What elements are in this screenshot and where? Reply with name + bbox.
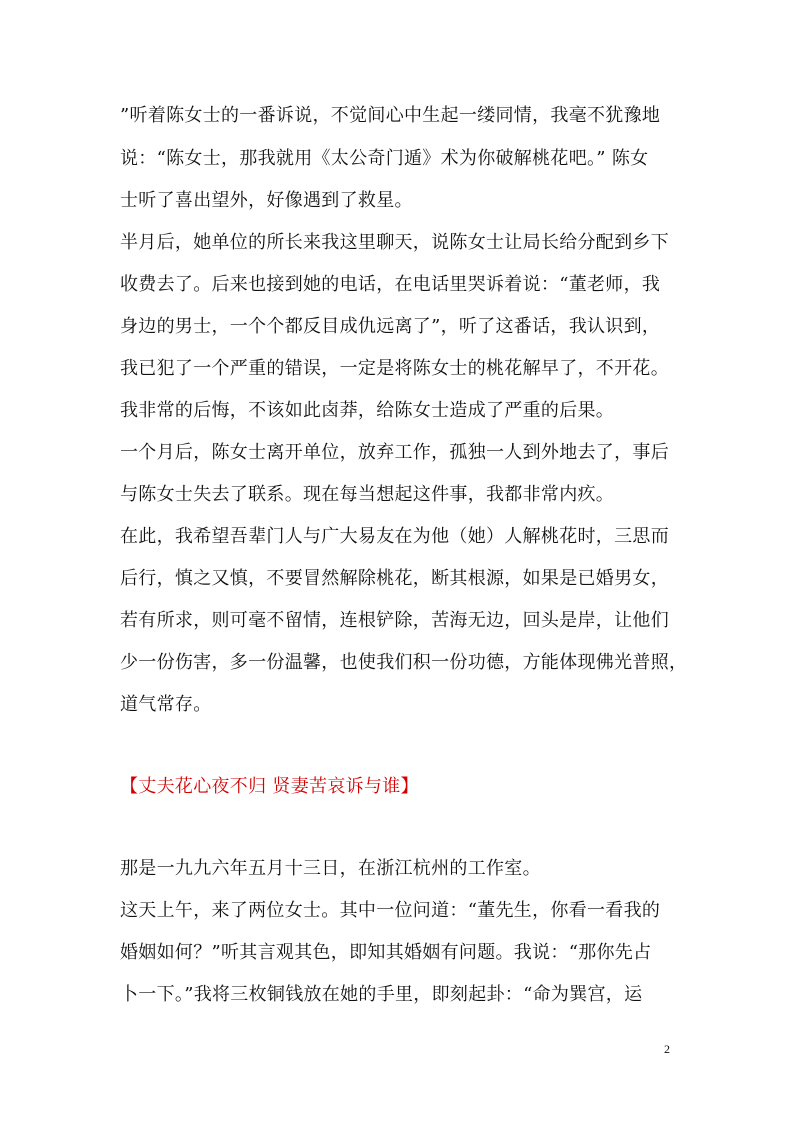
paragraph-line: 与陈女士失去了联系。现在每当想起这件事，我都非常内疚。 — [120, 484, 615, 505]
paragraph-line: 卜一下。”我将三枚铜钱放在她的手里，即刻起卦：“命为巽宫，运 — [120, 984, 643, 1005]
paragraph-line: 一个月后，陈女士离开单位，放弃工作，孤独一人到外地去了，事后 — [120, 442, 669, 463]
page-number: 2 — [664, 1042, 670, 1056]
paragraph-line: 我已犯了一个严重的错误，一定是将陈女士的桃花解早了，不开花。 — [120, 358, 669, 379]
paragraph-line: 道气常存。 — [120, 694, 212, 715]
paragraph-line: 说：“陈女士，那我就用《太公奇门遁》术为你破解桃花吧。” 陈女 — [120, 148, 649, 169]
paragraph-line: 那是一九九六年五月十三日，在浙江杭州的工作室。 — [120, 858, 541, 879]
paragraph-line: 这天上午，来了两位女士。其中一位问道：“董先生，你看一看我的 — [120, 900, 661, 921]
paragraph-line: 婚姻如何？”听其言观其色，即知其婚姻有问题。我说：“那你先占 — [120, 942, 652, 963]
paragraph-line: 士听了喜出望外，好像遇到了救星。 — [120, 190, 413, 211]
section-heading: 【丈夫花心夜不归 贤妻苦哀诉与谁】 — [120, 776, 419, 797]
paragraph-line: 后行，慎之又慎，不要冒然解除桃花，断其根源，如果是已婚男女， — [120, 568, 669, 589]
paragraph-line: 少一份伤害，多一份温馨，也使我们积一份功德，方能体现佛光普照， — [120, 652, 688, 673]
paragraph-line: 在此，我希望吾辈门人与广大易友在为他（她）人解桃花时，三思而 — [120, 526, 669, 547]
paragraph-line: 半月后，她单位的所长来我这里聊天，说陈女士让局长给分配到乡下 — [120, 232, 669, 253]
paragraph-line: ”听着陈女士的一番诉说，不觉间心中生起一缕同情，我毫不犹豫地 — [120, 105, 661, 126]
paragraph-line: 身边的男士，一个个都反目成仇远离了”，听了这番话，我认识到， — [120, 316, 661, 337]
paragraph-line: 若有所求，则可毫不留情，连根铲除，苦海无边，回头是岸，让他们 — [120, 610, 669, 631]
paragraph-line: 我非常的后悔，不该如此卤莽，给陈女士造成了严重的后果。 — [120, 400, 615, 421]
paragraph-line: 收费去了。后来也接到她的电话，在电话里哭诉着说：“董老师，我 — [120, 274, 661, 295]
